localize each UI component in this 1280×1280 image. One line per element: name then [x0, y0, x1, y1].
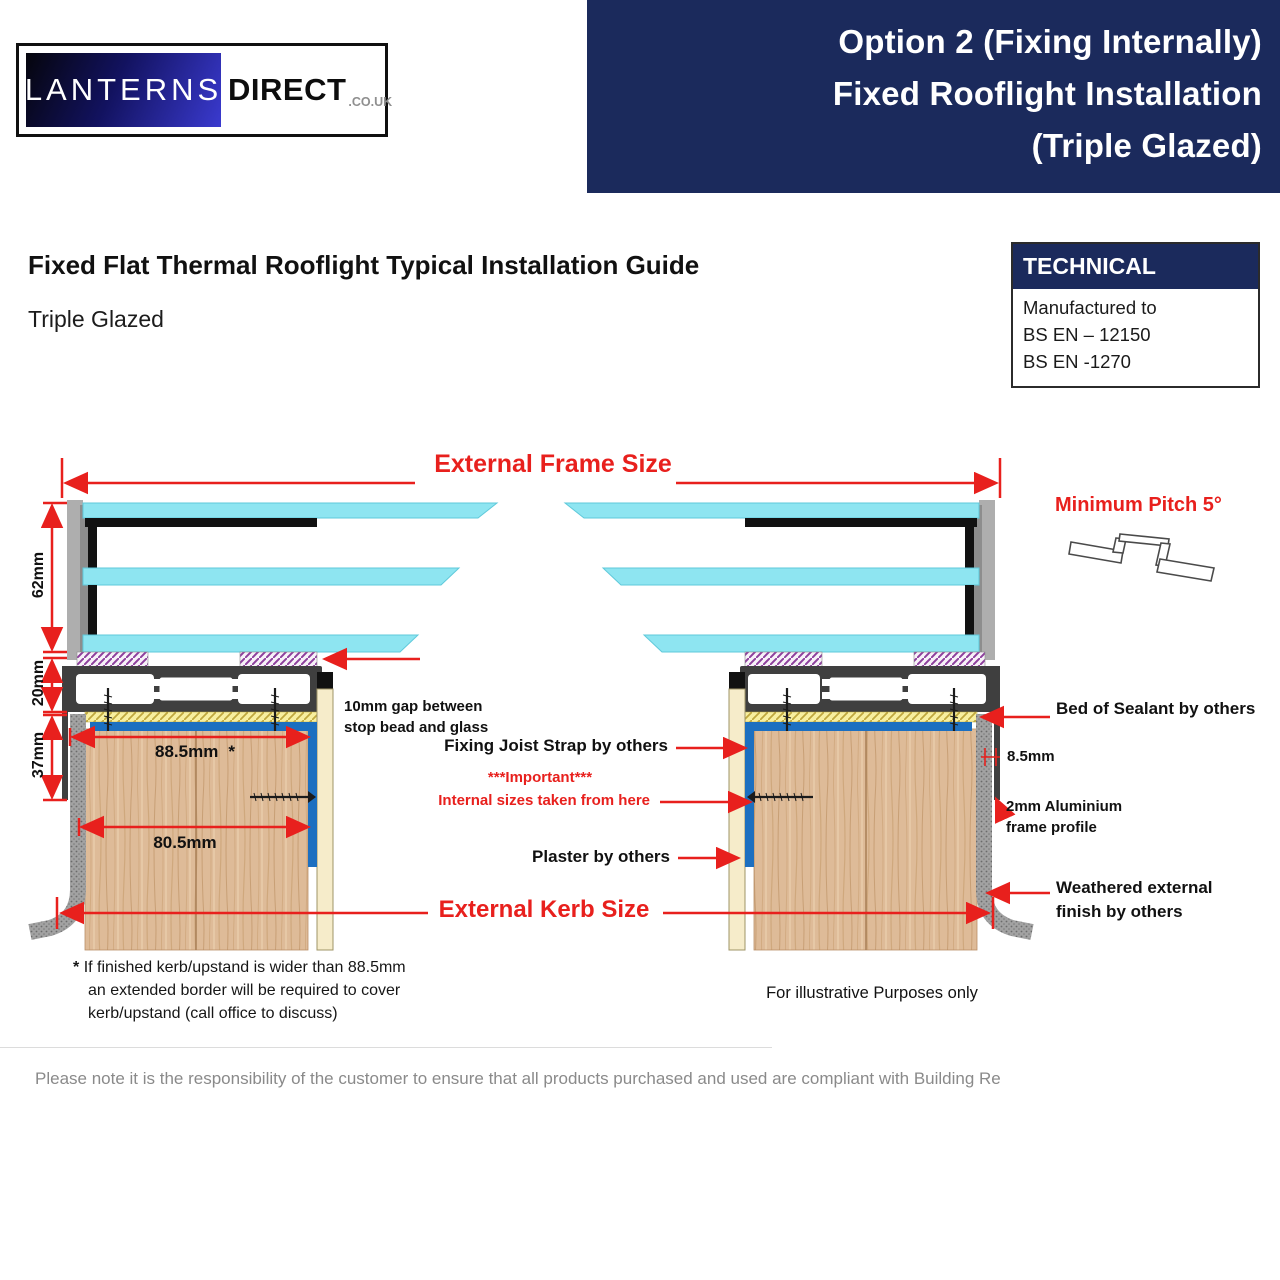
- alu-profile-arrow: [997, 801, 1002, 812]
- right-triple-glazing: [565, 503, 979, 652]
- page-subtitle: Triple Glazed: [28, 306, 164, 332]
- bed-of-sealant: [744, 712, 977, 722]
- left-triple-glazing: [83, 503, 497, 652]
- dim-8-5mm-label: 8.5mm: [1007, 748, 1055, 765]
- logo-blue-panel: [26, 53, 221, 127]
- gasket-hatch: [240, 652, 317, 668]
- banner-line-2: Fixed Rooflight Installation: [832, 75, 1262, 112]
- glass-pane-outer: [83, 503, 497, 518]
- glass-pane-inner: [83, 635, 418, 652]
- right-cross-section: [565, 500, 1032, 950]
- minimum-pitch-label: Minimum Pitch 5°: [1055, 494, 1222, 516]
- technical-line-1: Manufactured to: [1023, 297, 1157, 318]
- weathered-label: Weathered external finish by others: [1056, 878, 1213, 921]
- sealant-packing: [85, 712, 318, 722]
- dim-20mm-label: 20mm: [30, 659, 47, 707]
- dim-88-5mm-label: 88.5mm *: [155, 742, 235, 761]
- lanterns-direct-logo: [16, 43, 393, 137]
- fixing-joist-label: Fixing Joist Strap by others: [444, 736, 668, 755]
- frame-downstand-leg: [994, 666, 1000, 800]
- banner-line-1: Option 2 (Fixing Internally): [838, 23, 1262, 60]
- logo-brand-primary: LANTERNS: [24, 72, 223, 107]
- logo-brand-secondary: DIRECT: [228, 72, 347, 107]
- stop-bead: [317, 689, 333, 950]
- divider-line: [0, 1047, 772, 1048]
- stop-bead-block: [317, 672, 333, 689]
- disclaimer-text: Please note it is the responsibility of the customer to ensure that all products purchased and used are compliant with Building Re: [35, 1069, 1001, 1088]
- stop-bead-block: [729, 672, 745, 689]
- frame-downstand-leg: [62, 666, 68, 800]
- technical-box-header: TECHNICAL: [1013, 244, 1258, 289]
- technical-box: [1011, 242, 1260, 388]
- footnote-star: *: [73, 959, 80, 976]
- gasket-hatch: [77, 652, 148, 668]
- technical-line-3: BS EN -1270: [1023, 351, 1131, 372]
- technical-line-2: BS EN – 12150: [1023, 324, 1151, 345]
- glass-spacer: [85, 518, 317, 527]
- external-kerb-size-label: External Kerb Size: [438, 896, 650, 923]
- external-frame-size-label: External Frame Size: [434, 450, 672, 478]
- footnote: * If finished kerb/upstand is wider than 88.5mm an extended border will be required to cover kerb/upstand (call office to discuss): [73, 959, 406, 1022]
- illustrative-note: For illustrative Purposes only: [766, 984, 978, 1002]
- plaster-label: Plaster by others: [532, 847, 670, 866]
- glass-pane-middle: [83, 568, 459, 585]
- dim-62mm-label: 62mm: [30, 551, 47, 599]
- minimum-pitch-sketch: [1069, 534, 1214, 581]
- alu-profile-label: 2mm Aluminium frame profile: [1006, 798, 1123, 836]
- page-title: Fixed Flat Thermal Rooflight Typical Installation Guide: [28, 250, 700, 280]
- banner-line-3: (Triple Glazed): [1031, 127, 1262, 164]
- title-banner: [587, 0, 1280, 193]
- internal-sizes-label: Internal sizes taken from here: [438, 792, 650, 809]
- bed-of-sealant-label: Bed of Sealant by others: [1056, 699, 1256, 718]
- gap-note-label: 10mm gap between stop bead and glass: [344, 698, 489, 736]
- logo-brand-suffix: .CO.UK: [348, 95, 393, 109]
- dim-80-5mm-label: 80.5mm: [153, 833, 217, 852]
- important-label: ***Important***: [487, 769, 593, 786]
- dim-37mm-label: 37mm: [30, 731, 47, 779]
- stop-bead: [729, 689, 745, 950]
